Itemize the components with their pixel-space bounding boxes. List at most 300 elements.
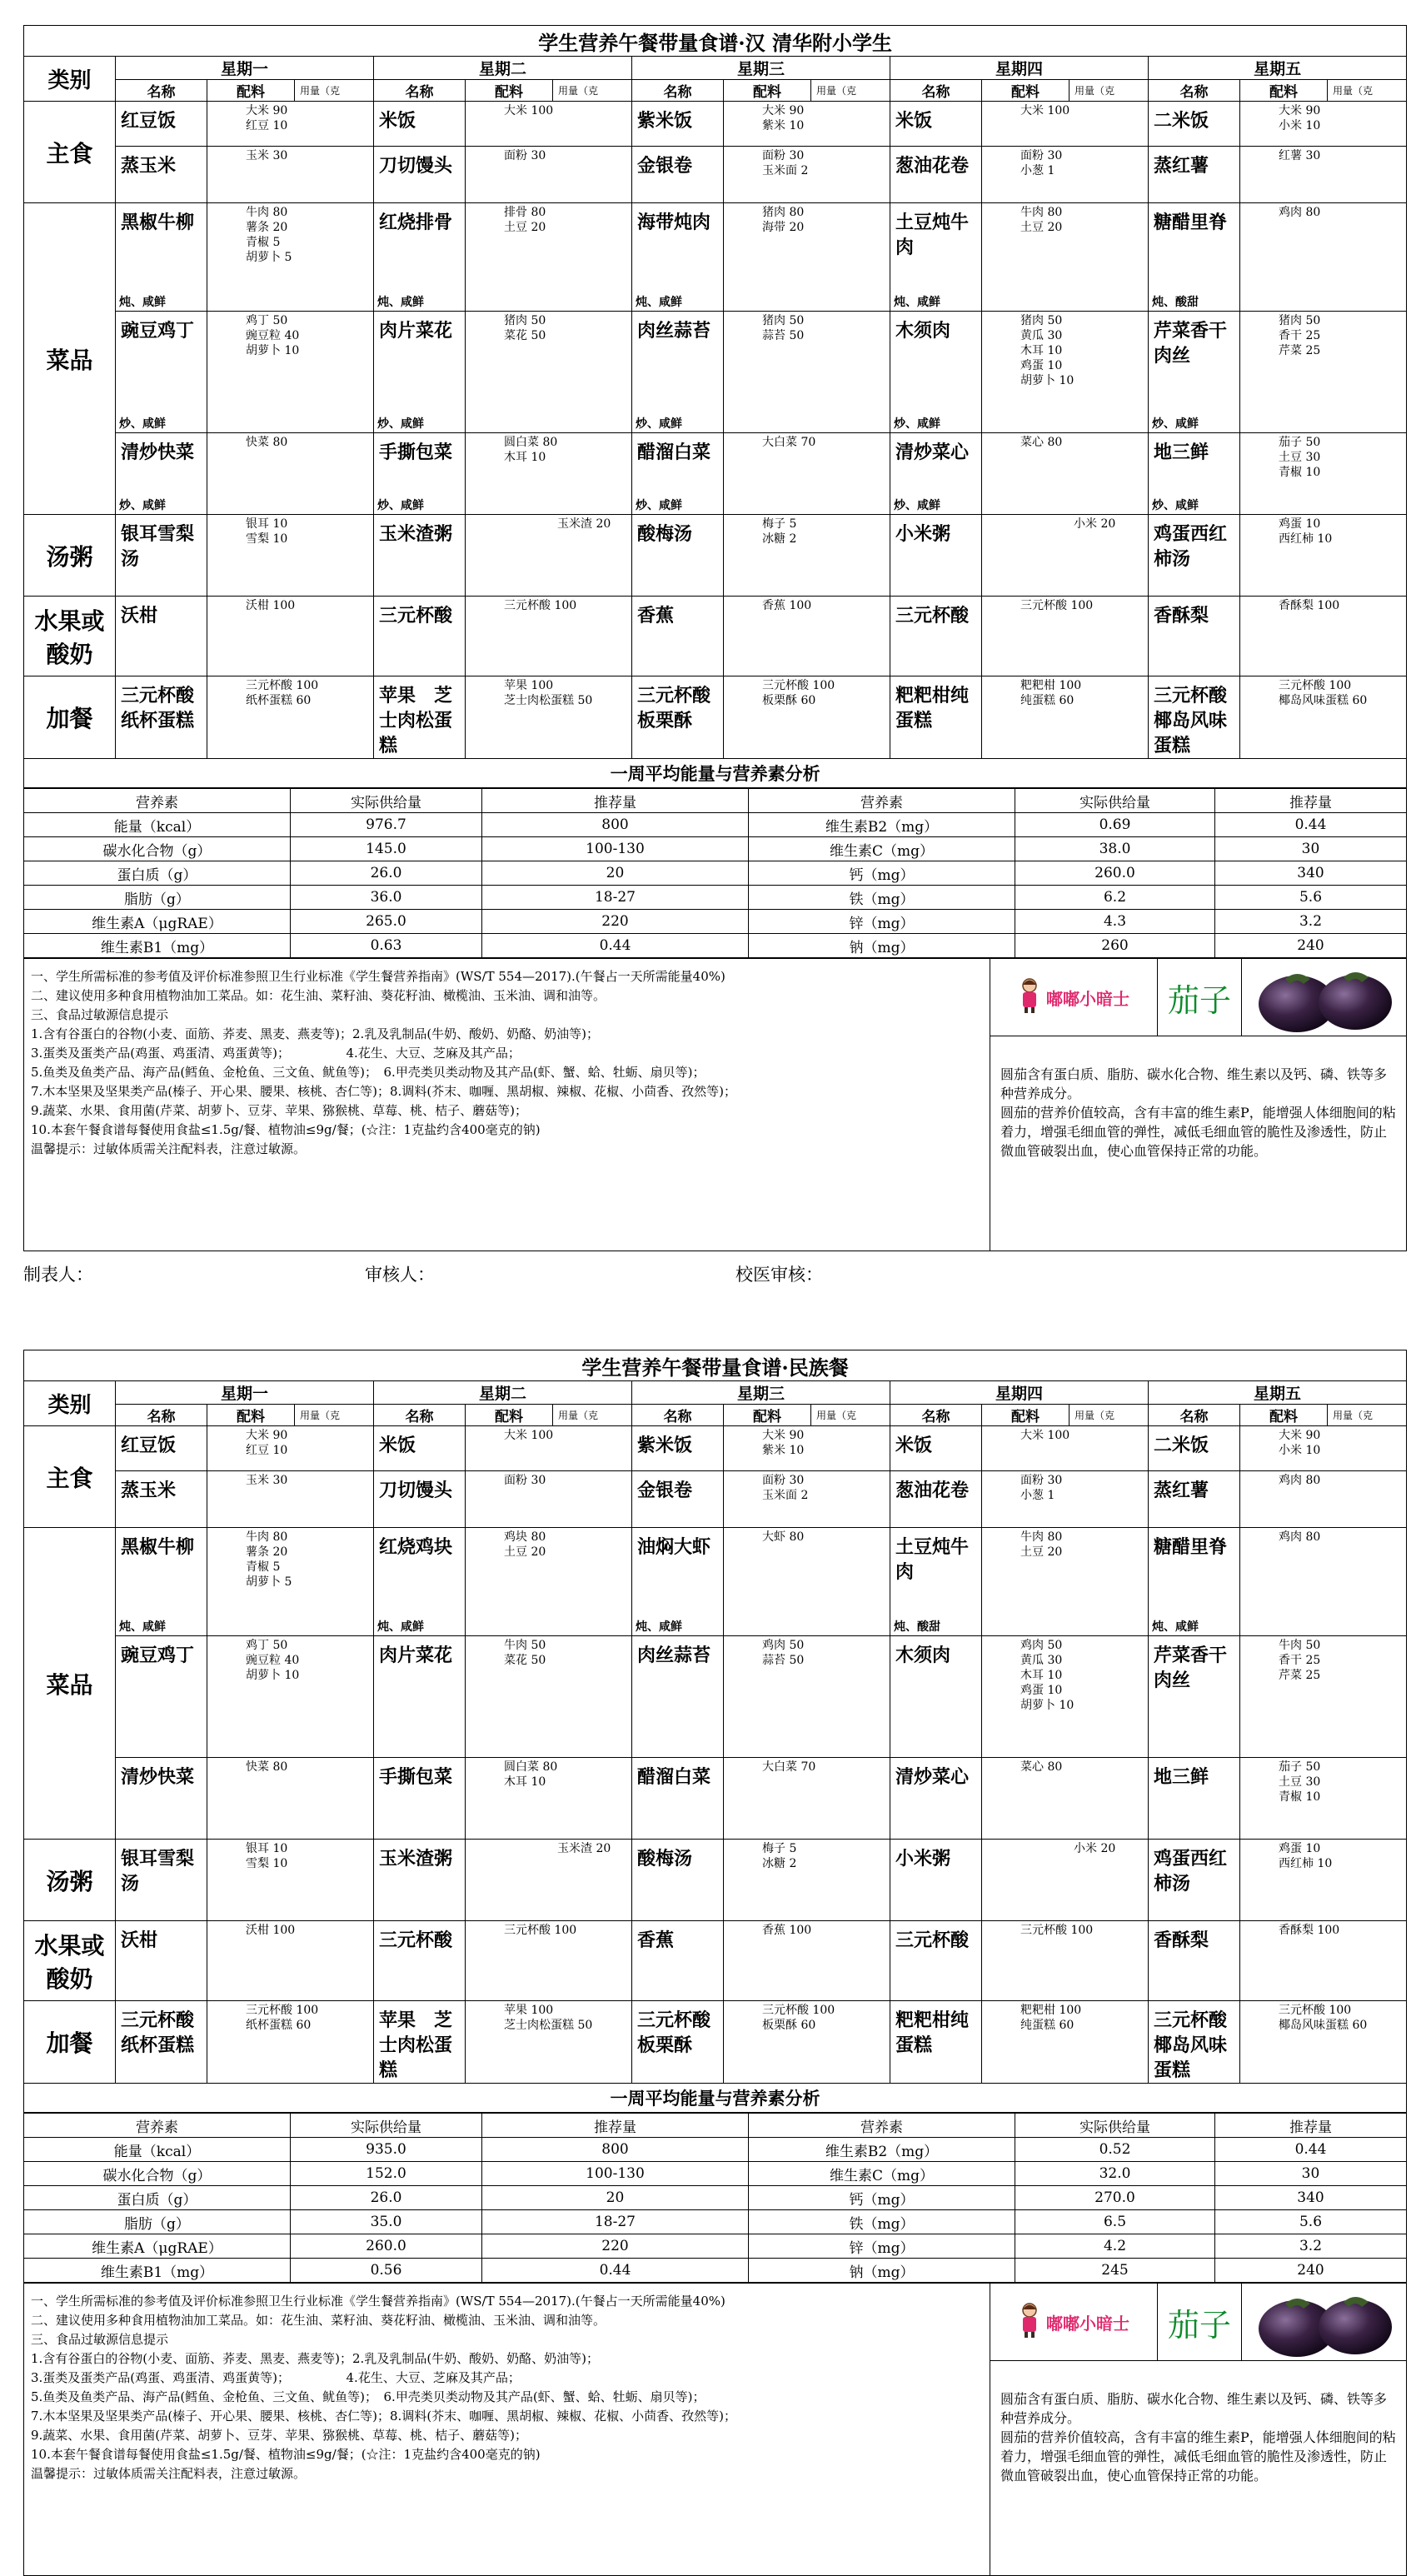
nutrition-cell: 0.56 <box>291 2259 482 2283</box>
nutrition-cell: 维生素B1（mg） <box>24 934 291 958</box>
dish-name <box>890 597 982 676</box>
dish-name <box>116 1528 207 1636</box>
nutrition-cell: 0.63 <box>291 934 482 958</box>
nutrition-header-cell: 推荐量 <box>1215 2114 1407 2138</box>
mascot-label: 嘟嘟小暗士 <box>1046 988 1129 1009</box>
dish-label: 蒸红薯 <box>1154 1480 1209 1501</box>
nutrition-cell: 26.0 <box>291 2186 482 2210</box>
ingredients-subheader: 配料 <box>1240 1405 1328 1426</box>
ingredient-amounts: 三元杯酸 100 板栗酥 60 <box>724 676 890 759</box>
mascot-icon <box>1018 2302 1041 2342</box>
ingredient-amounts: 猪肉 50 香干 25 芹菜 25 <box>1240 312 1407 433</box>
name-subheader: 名称 <box>890 1405 982 1426</box>
ingredient-amounts: 茄子 50 土豆 30 青椒 10 <box>1240 1758 1407 1840</box>
dish-label: 红豆饭 <box>121 1435 177 1456</box>
cooking-flavor: 炒、咸鲜 <box>119 417 166 431</box>
dish-name <box>632 597 724 676</box>
nutrition-cell: 935.0 <box>291 2138 482 2162</box>
dish-name <box>1149 676 1240 759</box>
nutrition-cell: 钠（mg） <box>749 934 1015 958</box>
ingredient-amounts: 面粉 30 <box>466 147 632 203</box>
nutrition-row <box>24 934 1407 958</box>
dish-label: 手撕包菜 <box>379 442 453 463</box>
menu-sheet-ethnic <box>23 1350 1406 2576</box>
nutrition-header-cell: 营养素 <box>749 2114 1015 2138</box>
ingredient-amounts: 猪肉 50 黄瓜 30 木耳 10 鸡蛋 10 胡萝卜 10 <box>982 312 1149 433</box>
nutrition-header-cell: 实际供给量 <box>1015 789 1215 813</box>
dish-label: 土豆炖牛肉 <box>895 212 970 258</box>
ingredient-amounts: 三元杯酸 100 <box>466 1921 632 2001</box>
nutrition-cell: 260.0 <box>1015 861 1215 886</box>
nutrition-cell: 0.44 <box>482 2259 749 2283</box>
nutrition-cell: 3.2 <box>1215 910 1407 934</box>
dish-label: 红烧排骨 <box>379 212 453 233</box>
day-header: 星期五 <box>1149 1381 1407 1405</box>
dish-label: 银耳雪梨汤 <box>121 1848 195 1895</box>
ingredient-amounts: 大米 90 紫米 10 <box>724 102 890 147</box>
day-header: 星期二 <box>374 57 632 80</box>
nutrition-cell: 5.6 <box>1215 886 1407 910</box>
category-soup: 汤粥 <box>24 515 116 597</box>
ingredient-amounts: 牛肉 80 土豆 20 <box>982 1528 1149 1636</box>
nutrition-title: 一周平均能量与营养素分析 <box>24 2084 1407 2113</box>
cooking-flavor: 炖、咸鲜 <box>636 1620 682 1634</box>
nutrition-cell: 152.0 <box>291 2162 482 2186</box>
dish-label: 红烧鸡块 <box>379 1536 453 1558</box>
doctor-label: 校医审核： <box>735 1265 823 1285</box>
nutrition-row <box>24 2259 1407 2283</box>
dish-label: 沃柑 <box>121 605 158 627</box>
ingredient-amounts: 面粉 30 玉米面 2 <box>724 1471 890 1528</box>
dish-name <box>1149 433 1240 515</box>
allergen-notes: 一、学生所需标准的参考值及评价标准参照卫生行业标准《学生餐营养指南》(WS/T 554—2017).(午餐占一天所需能量40%) 二、建议使用多种食用植物油加工菜品。如：花生油、菜籽油、葵花籽油、橄榄油、玉米油、调和油等。 三、食品过敏源信息提示 1.含有谷蛋白的谷物(小麦、面筋、荞麦、黑麦、燕麦等)；2.乳及乳制品(牛奶、酸奶、奶酪、奶油等)； 3.蛋类及蛋类产品(鸡蛋、鸡蛋清、鸡蛋黄等)； 4.花生、大豆、芝麻及其产品； 5.鱼类及鱼类产品、海产品(鳕鱼、金枪鱼、三文鱼、鱿鱼等)； 6.甲壳类贝类动物及其产品(虾、蟹、蛤、牡蛎、扇贝等)； 7.木本坚果及坚果类产品(榛子、开心果、腰果、核桃、杏仁等)；8.调料(芥末、咖喱、黑胡椒、辣椒、花椒、小茴香、孜然等)； 9.蔬菜、水果、食用菌(芹菜、胡萝卜、豆芽、苹果、猕猴桃、草莓、桃、桔子、蘑菇等)； 10.本套午餐食谱每餐使用食盐≤1.5g/餐、植物油≤9g/餐；(☆注：1克盐约含400毫克的钠) 温馨提示：过敏体质需关注配料表，注意过敏源。 <box>24 2284 990 2576</box>
dish-label: 葱油花卷 <box>895 155 970 177</box>
menu-table <box>23 1350 1407 2113</box>
nutrition-row <box>24 2186 1407 2210</box>
nutrition-cell: 270.0 <box>1015 2186 1215 2210</box>
nutrition-cell: 340 <box>1215 2186 1407 2210</box>
dish-label: 醋溜白菜 <box>637 442 711 463</box>
dish-label: 黑椒牛柳 <box>121 1536 195 1558</box>
dish-label: 二米饭 <box>1154 110 1209 132</box>
dish-label: 地三鲜 <box>1154 442 1209 463</box>
dish-label: 蒸玉米 <box>121 155 177 177</box>
nutrition-cell: 0.44 <box>482 934 749 958</box>
name-subheader: 名称 <box>1149 80 1240 102</box>
nutrition-row <box>24 813 1407 837</box>
dish-label: 豌豆鸡丁 <box>121 320 195 342</box>
dish-label: 玉米渣粥 <box>379 523 453 545</box>
maker-label: 制表人： <box>23 1265 93 1285</box>
ingredient-amounts: 面粉 30 <box>466 1471 632 1528</box>
nutrition-header-cell: 实际供给量 <box>291 2114 482 2138</box>
dish-name <box>890 147 982 203</box>
dish-label: 鸡蛋西红柿汤 <box>1154 1848 1228 1895</box>
dish-name <box>374 312 466 433</box>
dish-label: 木须肉 <box>895 1645 951 1666</box>
dish-name <box>890 515 982 597</box>
ingredient-amounts: 香酥梨 100 <box>1240 1921 1407 2001</box>
dish-name <box>116 1636 207 1758</box>
nutrition-cell: 碳水化合物（g） <box>24 837 291 861</box>
ingredient-amounts: 银耳 10 雪梨 10 <box>207 515 374 597</box>
nutrition-header-cell: 实际供给量 <box>291 789 482 813</box>
dish-name <box>632 102 724 147</box>
ingredients-subheader: 配料 <box>1240 80 1328 102</box>
dish-name <box>632 1636 724 1758</box>
dish-name <box>374 515 466 597</box>
ingredient-amounts: 香蕉 100 <box>724 597 890 676</box>
dish-label: 玉米渣粥 <box>379 1848 453 1870</box>
eggplant-icon <box>1242 959 1406 1036</box>
ingredient-amounts: 鸡块 80 土豆 20 <box>466 1528 632 1636</box>
dish-label: 三元杯酸纸杯蛋糕 <box>121 685 195 731</box>
nutrition-cell: 钙（mg） <box>749 2186 1015 2210</box>
vegetable-feature <box>990 959 1407 1251</box>
dish-name <box>374 1471 466 1528</box>
day-header: 星期四 <box>890 57 1149 80</box>
nutrition-cell: 维生素B2（mg） <box>749 813 1015 837</box>
ingredient-amounts: 三元杯酸 100 椰岛风味蛋糕 60 <box>1240 676 1407 759</box>
cooking-flavor: 炒、咸鲜 <box>1152 499 1199 512</box>
dish-name <box>890 102 982 147</box>
cooking-flavor: 炒、咸鲜 <box>1152 417 1199 431</box>
dish-name <box>632 676 724 759</box>
dish-name <box>1149 1636 1240 1758</box>
dish-name <box>116 597 207 676</box>
dish-label: 糖醋里脊 <box>1154 1536 1228 1558</box>
dish-name <box>890 312 982 433</box>
category-snack: 加餐 <box>24 2001 116 2084</box>
dish-label: 清炒快菜 <box>121 1766 195 1788</box>
nutrition-cell: 260.0 <box>291 2234 482 2259</box>
ingredient-amounts: 面粉 30 玉米面 2 <box>724 147 890 203</box>
cooking-flavor: 炖、酸甜 <box>1152 296 1199 309</box>
ingredient-amounts: 银耳 10 雪梨 10 <box>207 1840 374 1921</box>
dish-name <box>116 676 207 759</box>
amount-subheader: 用量（克 <box>1070 1405 1149 1426</box>
dish-name <box>116 1426 207 1471</box>
nutrition-row <box>24 910 1407 934</box>
dish-name <box>374 1636 466 1758</box>
nutrition-cell: 能量（kcal） <box>24 2138 291 2162</box>
ingredient-amounts: 牛肉 80 薯条 20 青椒 5 胡萝卜 5 <box>207 203 374 312</box>
ingredient-amounts: 大米 90 紫米 10 <box>724 1426 890 1471</box>
dish-name <box>116 1840 207 1921</box>
nutrition-cell: 维生素B2（mg） <box>749 2138 1015 2162</box>
nutrition-cell: 锌（mg） <box>749 2234 1015 2259</box>
dish-label: 蒸玉米 <box>121 1480 177 1501</box>
dish-label: 清炒快菜 <box>121 442 195 463</box>
dish-label: 香酥梨 <box>1154 1930 1209 1951</box>
cooking-flavor: 炒、咸鲜 <box>894 499 940 512</box>
notes-table <box>23 2283 1407 2576</box>
dish-name <box>632 203 724 312</box>
nutrition-cell: 30 <box>1215 2162 1407 2186</box>
dish-label: 紫米饭 <box>637 1435 693 1456</box>
nutrition-cell: 蛋白质（g） <box>24 861 291 886</box>
dish-label: 芹菜香干肉丝 <box>1154 320 1228 367</box>
dish-label: 米饭 <box>895 1435 933 1456</box>
ingredient-amounts: 玉米渣 20 <box>466 1840 632 1921</box>
nutrition-header-cell: 营养素 <box>24 2114 291 2138</box>
menu-title: 学生营养午餐带量食谱·汉 清华附小学生 <box>24 26 1407 57</box>
signature-line <box>23 1256 1406 1290</box>
dish-label: 香蕉 <box>637 605 675 627</box>
ingredient-amounts: 沃柑 100 <box>207 597 374 676</box>
dish-name <box>374 2001 466 2084</box>
ingredient-amounts: 鸡肉 80 <box>1240 1528 1407 1636</box>
dish-label: 酸梅汤 <box>637 1848 693 1870</box>
cooking-flavor: 炖、咸鲜 <box>377 1620 424 1634</box>
ingredients-subheader: 配料 <box>207 1405 295 1426</box>
dish-label: 香酥梨 <box>1154 605 1209 627</box>
ingredient-amounts: 牛肉 50 菜花 50 <box>466 1636 632 1758</box>
dish-name <box>890 1471 982 1528</box>
dish-label: 三元杯酸板栗酥 <box>637 2009 711 2056</box>
nutrition-cell: 20 <box>482 861 749 886</box>
ingredient-amounts: 三元杯酸 100 <box>982 1921 1149 2001</box>
mascot-label: 嘟嘟小暗士 <box>1046 2313 1129 2334</box>
nutrition-cell: 800 <box>482 813 749 837</box>
dish-label: 黑椒牛柳 <box>121 212 195 233</box>
dish-label: 粑粑柑纯蛋糕 <box>895 2009 970 2056</box>
nutrition-cell: 4.3 <box>1015 910 1215 934</box>
ingredient-amounts: 菜心 80 <box>982 433 1149 515</box>
ingredient-amounts: 大米 90 小米 10 <box>1240 1426 1407 1471</box>
dish-label: 三元杯酸 <box>895 1930 970 1951</box>
dish-name <box>116 147 207 203</box>
amount-subheader: 用量（克 <box>1070 80 1149 102</box>
dish-name <box>1149 597 1240 676</box>
nutrition-cell: 20 <box>482 2186 749 2210</box>
dish-name <box>890 1636 982 1758</box>
category-fruit: 水果或酸奶 <box>24 1921 116 2001</box>
vegetable-description: 圆茄含有蛋白质、脂肪、碳水化合物、维生素以及钙、磷、铁等多种营养成分。 圆茄的营养价值较高，含有丰富的维生素P，能增强人体细胞间的粘着力，增强毛细血管的弹性，减低毛细血管的脆性及渗透性，防止微血管破裂出血，使心血管保持正常的功能。 <box>1000 1066 1396 1159</box>
dish-label: 沃柑 <box>121 1930 158 1951</box>
nutrition-cell: 145.0 <box>291 837 482 861</box>
cooking-flavor: 炖、咸鲜 <box>377 296 424 309</box>
ingredient-amounts: 茄子 50 土豆 30 青椒 10 <box>1240 433 1407 515</box>
dish-label: 刀切馒头 <box>379 155 453 177</box>
nutrition-cell: 铁（mg） <box>749 886 1015 910</box>
cooking-flavor: 炒、咸鲜 <box>636 417 682 431</box>
dish-label: 肉片菜花 <box>379 320 453 342</box>
dish-label: 清炒菜心 <box>895 442 970 463</box>
nutrition-cell: 220 <box>482 910 749 934</box>
ingredient-amounts: 猪肉 50 蒜苔 50 <box>724 312 890 433</box>
dish-name <box>890 2001 982 2084</box>
dish-name <box>116 1758 207 1840</box>
nutrition-row <box>24 2138 1407 2162</box>
ingredient-amounts: 小米 20 <box>982 1840 1149 1921</box>
day-header: 星期一 <box>116 57 374 80</box>
menu-table <box>23 25 1407 788</box>
amount-subheader: 用量（克 <box>553 80 632 102</box>
dish-label: 银耳雪梨汤 <box>121 523 195 570</box>
mascot-badge <box>990 959 1158 1036</box>
dish-name <box>890 1921 982 2001</box>
dish-label: 蒸红薯 <box>1154 155 1209 177</box>
nutrition-cell: 3.2 <box>1215 2234 1407 2259</box>
dish-label: 三元杯酸纸杯蛋糕 <box>121 2009 195 2056</box>
ingredient-amounts: 猪肉 50 菜花 50 <box>466 312 632 433</box>
ingredient-amounts: 小米 20 <box>982 515 1149 597</box>
dish-label: 三元杯酸 <box>379 1930 453 1951</box>
nutrition-cell: 260 <box>1015 934 1215 958</box>
dish-name <box>116 1471 207 1528</box>
mascot-badge <box>990 2284 1158 2360</box>
ingredient-amounts: 鸡肉 50 黄瓜 30 木耳 10 鸡蛋 10 胡萝卜 10 <box>982 1636 1149 1758</box>
dish-label: 地三鲜 <box>1154 1766 1209 1788</box>
dish-name <box>374 102 466 147</box>
dish-label: 木须肉 <box>895 320 951 342</box>
day-header: 星期一 <box>116 1381 374 1405</box>
ingredient-amounts: 快菜 80 <box>207 1758 374 1840</box>
dish-name <box>1149 515 1240 597</box>
dish-name <box>890 676 982 759</box>
nutrition-cell: 265.0 <box>291 910 482 934</box>
nutrition-cell: 锌（mg） <box>749 910 1015 934</box>
dish-label: 三元杯酸椰岛风味蛋糕 <box>1154 2009 1228 2081</box>
ingredient-amounts: 香蕉 100 <box>724 1921 890 2001</box>
dish-label: 醋溜白菜 <box>637 1766 711 1788</box>
name-subheader: 名称 <box>632 1405 724 1426</box>
notes-table <box>23 958 1407 1251</box>
name-subheader: 名称 <box>374 80 466 102</box>
ingredients-subheader: 配料 <box>466 80 553 102</box>
nutrition-row <box>24 2162 1407 2186</box>
dish-label: 金银卷 <box>637 155 693 177</box>
dish-label: 鸡蛋西红柿汤 <box>1154 523 1228 570</box>
nutrition-cell: 240 <box>1215 2259 1407 2283</box>
dish-label: 苹果 芝士肉松蛋糕 <box>379 685 453 756</box>
ingredient-amounts: 玉米 30 <box>207 147 374 203</box>
nutrition-cell: 800 <box>482 2138 749 2162</box>
ingredient-amounts: 大米 100 <box>982 102 1149 147</box>
amount-subheader: 用量（克 <box>553 1405 632 1426</box>
ingredient-amounts: 三元杯酸 100 <box>466 597 632 676</box>
dish-label: 肉丝蒜苔 <box>637 320 711 342</box>
ingredient-amounts: 大米 90 红豆 10 <box>207 102 374 147</box>
dish-name <box>1149 203 1240 312</box>
nutrition-cell: 脂肪（g） <box>24 2210 291 2234</box>
ingredient-amounts: 牛肉 80 薯条 20 青椒 5 胡萝卜 5 <box>207 1528 374 1636</box>
amount-subheader: 用量（克 <box>811 80 890 102</box>
cooking-flavor: 炖、咸鲜 <box>894 296 940 309</box>
vegetable-feature <box>990 2284 1407 2576</box>
category-staple: 主食 <box>24 102 116 203</box>
nutrition-cell: 6.5 <box>1015 2210 1215 2234</box>
dish-label: 三元杯酸板栗酥 <box>637 685 711 731</box>
ingredient-amounts: 粑粑柑 100 纯蛋糕 60 <box>982 676 1149 759</box>
ingredients-subheader: 配料 <box>207 80 295 102</box>
dish-name <box>632 147 724 203</box>
nutrition-cell: 4.2 <box>1015 2234 1215 2259</box>
nutrition-cell: 铁（mg） <box>749 2210 1015 2234</box>
ingredient-amounts: 鸡肉 80 <box>1240 1471 1407 1528</box>
dish-name <box>890 1758 982 1840</box>
nutrition-table <box>23 788 1407 958</box>
ingredient-amounts: 大虾 80 <box>724 1528 890 1636</box>
ingredient-amounts: 玉米 30 <box>207 1471 374 1528</box>
name-subheader: 名称 <box>116 80 207 102</box>
nutrition-cell: 26.0 <box>291 861 482 886</box>
ingredient-amounts: 排骨 80 土豆 20 <box>466 203 632 312</box>
nutrition-cell: 38.0 <box>1015 837 1215 861</box>
nutrition-cell: 能量（kcal） <box>24 813 291 837</box>
nutrition-cell: 碳水化合物（g） <box>24 2162 291 2186</box>
ingredient-amounts: 大米 90 红豆 10 <box>207 1426 374 1471</box>
dish-label: 三元杯酸 <box>379 605 453 627</box>
dish-label: 酸梅汤 <box>637 523 693 545</box>
dish-label: 苹果 芝士肉松蛋糕 <box>379 2009 453 2081</box>
nutrition-cell: 240 <box>1215 934 1407 958</box>
allergen-notes: 一、学生所需标准的参考值及评价标准参照卫生行业标准《学生餐营养指南》(WS/T 554—2017).(午餐占一天所需能量40%) 二、建议使用多种食用植物油加工菜品。如：花生油、菜籽油、葵花籽油、橄榄油、玉米油、调和油等。 三、食品过敏源信息提示 1.含有谷蛋白的谷物(小麦、面筋、荞麦、黑麦、燕麦等)；2.乳及乳制品(牛奶、酸奶、奶酪、奶油等)； 3.蛋类及蛋类产品(鸡蛋、鸡蛋清、鸡蛋黄等)； 4.花生、大豆、芝麻及其产品； 5.鱼类及鱼类产品、海产品(鳕鱼、金枪鱼、三文鱼、鱿鱼等)； 6.甲壳类贝类动物及其产品(虾、蟹、蛤、牡蛎、扇贝等)； 7.木本坚果及坚果类产品(榛子、开心果、腰果、核桃、杏仁等)；8.调料(芥末、咖喱、黑胡椒、辣椒、花椒、小茴香、孜然等)； 9.蔬菜、水果、食用菌(芹菜、胡萝卜、豆芽、苹果、猕猴桃、草莓、桃、桔子、蘑菇等)； 10.本套午餐食谱每餐使用食盐≤1.5g/餐、植物油≤9g/餐；(☆注：1克盐约含400毫克的钠) 温馨提示：过敏体质需关注配料表，注意过敏源。 <box>24 959 990 1251</box>
ingredient-amounts: 三元杯酸 100 椰岛风味蛋糕 60 <box>1240 2001 1407 2084</box>
dish-label: 海带炖肉 <box>637 212 711 233</box>
nutrition-cell: 35.0 <box>291 2210 482 2234</box>
dish-label: 手撕包菜 <box>379 1766 453 1788</box>
nutrition-cell: 维生素B1（mg） <box>24 2259 291 2283</box>
dish-name <box>374 597 466 676</box>
dish-name <box>632 1426 724 1471</box>
reviewer-label: 审核人： <box>365 1265 435 1285</box>
ingredient-amounts: 大米 100 <box>466 102 632 147</box>
ingredient-amounts: 苹果 100 芝士肉松蛋糕 50 <box>466 676 632 759</box>
dish-name <box>374 147 466 203</box>
ingredient-amounts: 沃柑 100 <box>207 1921 374 2001</box>
nutrition-cell: 100-130 <box>482 2162 749 2186</box>
dish-name <box>116 515 207 597</box>
name-subheader: 名称 <box>1149 1405 1240 1426</box>
dish-name <box>116 1921 207 2001</box>
dish-name <box>1149 102 1240 147</box>
amount-subheader: 用量（克 <box>811 1405 890 1426</box>
dish-label: 香蕉 <box>637 1930 675 1951</box>
name-subheader: 名称 <box>632 80 724 102</box>
dish-name <box>890 433 982 515</box>
ingredient-amounts: 猪肉 80 海带 20 <box>724 203 890 312</box>
dish-label: 米饭 <box>895 110 933 132</box>
dish-name <box>632 1840 724 1921</box>
category-soup: 汤粥 <box>24 1840 116 1921</box>
dish-name <box>632 515 724 597</box>
nutrition-cell: 蛋白质（g） <box>24 2186 291 2210</box>
vegetable-description: 圆茄含有蛋白质、脂肪、碳水化合物、维生素以及钙、磷、铁等多种营养成分。 圆茄的营养价值较高，含有丰富的维生素P，能增强人体细胞间的粘着力，增强毛细血管的弹性，减低毛细血管的脆性及渗透性，防止微血管破裂出血，使心血管保持正常的功能。 <box>1000 2391 1396 2484</box>
dish-label: 清炒菜心 <box>895 1766 970 1788</box>
ingredient-amounts: 鸡肉 50 蒜苔 50 <box>724 1636 890 1758</box>
dish-label: 二米饭 <box>1154 1435 1209 1456</box>
category-vegetable: 菜品 <box>24 1528 116 1840</box>
dish-name <box>632 1528 724 1636</box>
dish-name <box>1149 147 1240 203</box>
cooking-flavor: 炒、咸鲜 <box>377 417 424 431</box>
ingredient-amounts: 梅子 5 冰糖 2 <box>724 515 890 597</box>
day-header: 星期五 <box>1149 57 1407 80</box>
cooking-flavor: 炒、咸鲜 <box>377 499 424 512</box>
amount-subheader: 用量（克 <box>1328 1405 1407 1426</box>
amount-subheader: 用量（克 <box>1328 80 1407 102</box>
dish-label: 豌豆鸡丁 <box>121 1645 195 1666</box>
ingredient-amounts: 大白菜 70 <box>724 1758 890 1840</box>
nutrition-cell: 36.0 <box>291 886 482 910</box>
name-subheader: 名称 <box>374 1405 466 1426</box>
ingredient-amounts: 三元杯酸 100 纸杯蛋糕 60 <box>207 2001 374 2084</box>
dish-name <box>1149 1758 1240 1840</box>
dish-name <box>632 312 724 433</box>
dish-name <box>890 203 982 312</box>
